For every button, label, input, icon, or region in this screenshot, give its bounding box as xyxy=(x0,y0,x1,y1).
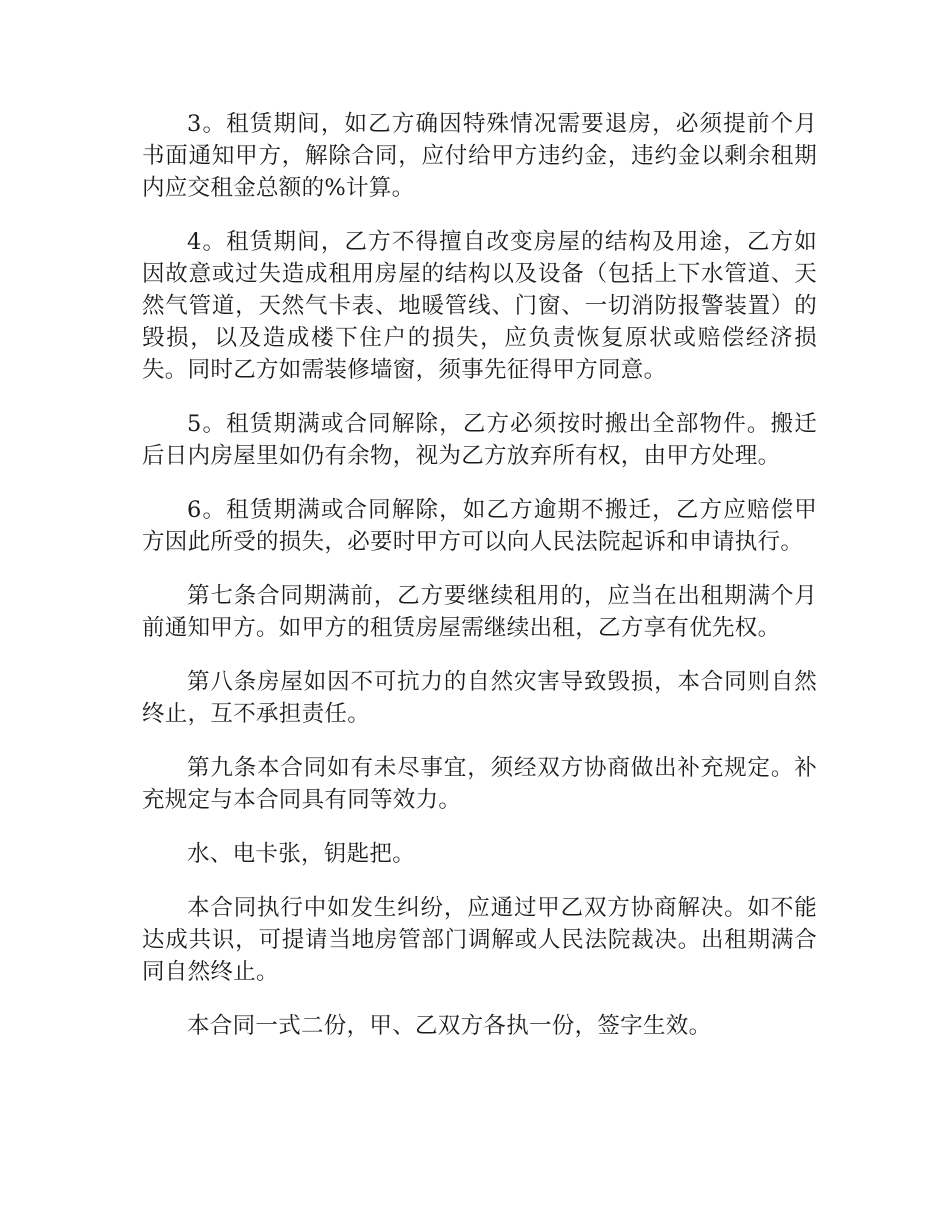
clause-3-early-termination: 3。租赁期间，如乙方确因特殊情况需要退房，必须提前个月书面通知甲方，解除合同，应付给甲方违约金，违约金以剩余租期内应交租金总额的%计算。 xyxy=(142,111,817,201)
clause-6-overdue-move-out: 6。租赁期满或合同解除，如乙方逾期不搬迁，乙方应赔偿甲方因此所受的损失，必要时甲方可以向人民法院起诉和申请执行。 xyxy=(142,497,817,555)
article-8-force-majeure: 第八条房屋如因不可抗力的自然灾害导致毁损，本合同则自然终止，互不承担责任。 xyxy=(142,669,817,727)
clause-4-structure-damage: 4。租赁期间，乙方不得擅自改变房屋的结构及用途，乙方如因故意或过失造成租用房屋的结构以及设备（包括上下水管道、天然气管道，天然气卡表、地暖管线、门窗、一切消防报警装置）的毁损，以及造成楼下住户的损失，应负责恢复原状或赔偿经济损失。同时乙方如需装修墙窗，须事先征得甲方同意。 xyxy=(142,229,817,383)
clause-5-move-out: 5。租赁期满或合同解除，乙方必须按时搬出全部物件。搬迁后日内房屋里如仍有余物，视为乙方放弃所有权，由甲方处理。 xyxy=(142,411,817,469)
dispute-resolution: 本合同执行中如发生纠纷，应通过甲乙双方协商解决。如不能达成共识，可提请当地房管部门调解或人民法院裁决。出租期满合同自然终止。 xyxy=(142,895,817,985)
article-7-renewal: 第七条合同期满前，乙方要继续租用的，应当在出租期满个月前通知甲方。如甲方的租赁房屋需继续出租，乙方享有优先权。 xyxy=(142,583,817,641)
document-page xyxy=(142,108,817,1064)
keys-and-cards: 水、电卡张，钥匙把。 xyxy=(187,841,416,867)
article-9-supplementary: 第九条本合同如有未尽事宜，须经双方协商做出补充规定。补充规定与本合同具有同等效力。 xyxy=(142,755,817,813)
copies-clause: 本合同一式二份，甲、乙双方各执一份，签字生效。 xyxy=(187,1013,712,1039)
